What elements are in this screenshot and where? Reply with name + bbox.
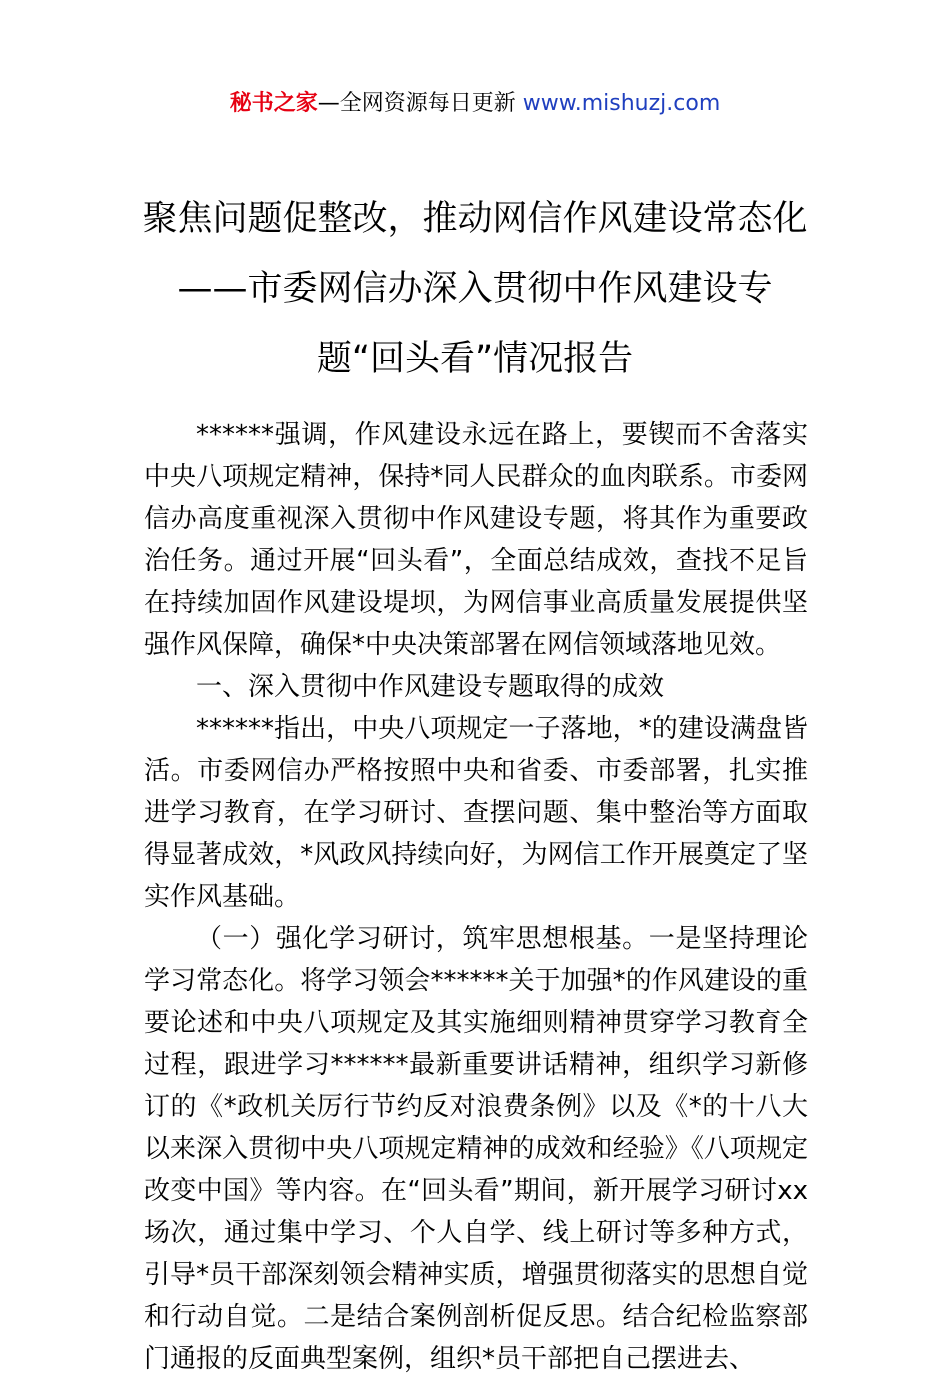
paragraph-achievements: ******指出，中央八项规定一子落地，*的建设满盘皆活。市委网信办严格按照中央和省委、市委部署，扎实推进学习教育，在学习研讨、查摆问题、集中整治等方面取得显著成效，*风政风持续向好，为网信工作开展奠定了坚实作风基础。 [144,714,808,912]
site-url-link[interactable]: www.mishuzj.com [522,91,721,116]
site-brand: 秘书之家 [229,91,318,116]
site-header [0,86,950,122]
document-title: 聚焦问题促整改，推动网信作风建设常态化——市委网信办深入贯彻中作风建设专题“回头看”情况报告 [142,199,808,379]
site-tagline: —全网资源每日更新 [317,91,523,116]
paragraph-intro: ******强调，作风建设永远在路上，要锲而不舍落实中央八项规定精神，保持*同人民群众的血肉联系。市委网信办高度重视深入贯彻中作风建设专题，将其作为重要政治任务。通过开展“回头看”，全面总结成效，查找不足旨在持续加固作风建设堤坝，为网信事业高质量发展提供坚强作风保障，确保*中央决策部署在网信领域落地见效。 [144,420,808,660]
paragraph-study: （一）强化学习研讨，筑牢思想根基。一是坚持理论学习常态化。将学习领会******关于加强*的作风建设的重要论述和中央八项规定及其实施细则精神贯穿学习教育全过程，跟进学习******最新重要讲话精神，组织学习新修订的《*政机关厉行节约反对浪费条例》以及《*的十八大以来深入贯彻中央八项规定精神的成效和经验》《八项规定改变中国》等内容。在“回头看”期间，新开展学习研讨xx场次，通过集中学习、个人自学、线上研讨等多种方式，引导*员干部深刻领会精神实质，增强贯彻落实的思想自觉和行动自觉。二是结合案例剖析促反思。结合纪检监察部门通报的反面典型案例，组织*员干部把自己摆进去、 [144,924,808,1374]
document-body [144,414,808,1380]
section-heading-1: 一、深入贯彻中作风建设专题取得的成效 [196,672,665,702]
